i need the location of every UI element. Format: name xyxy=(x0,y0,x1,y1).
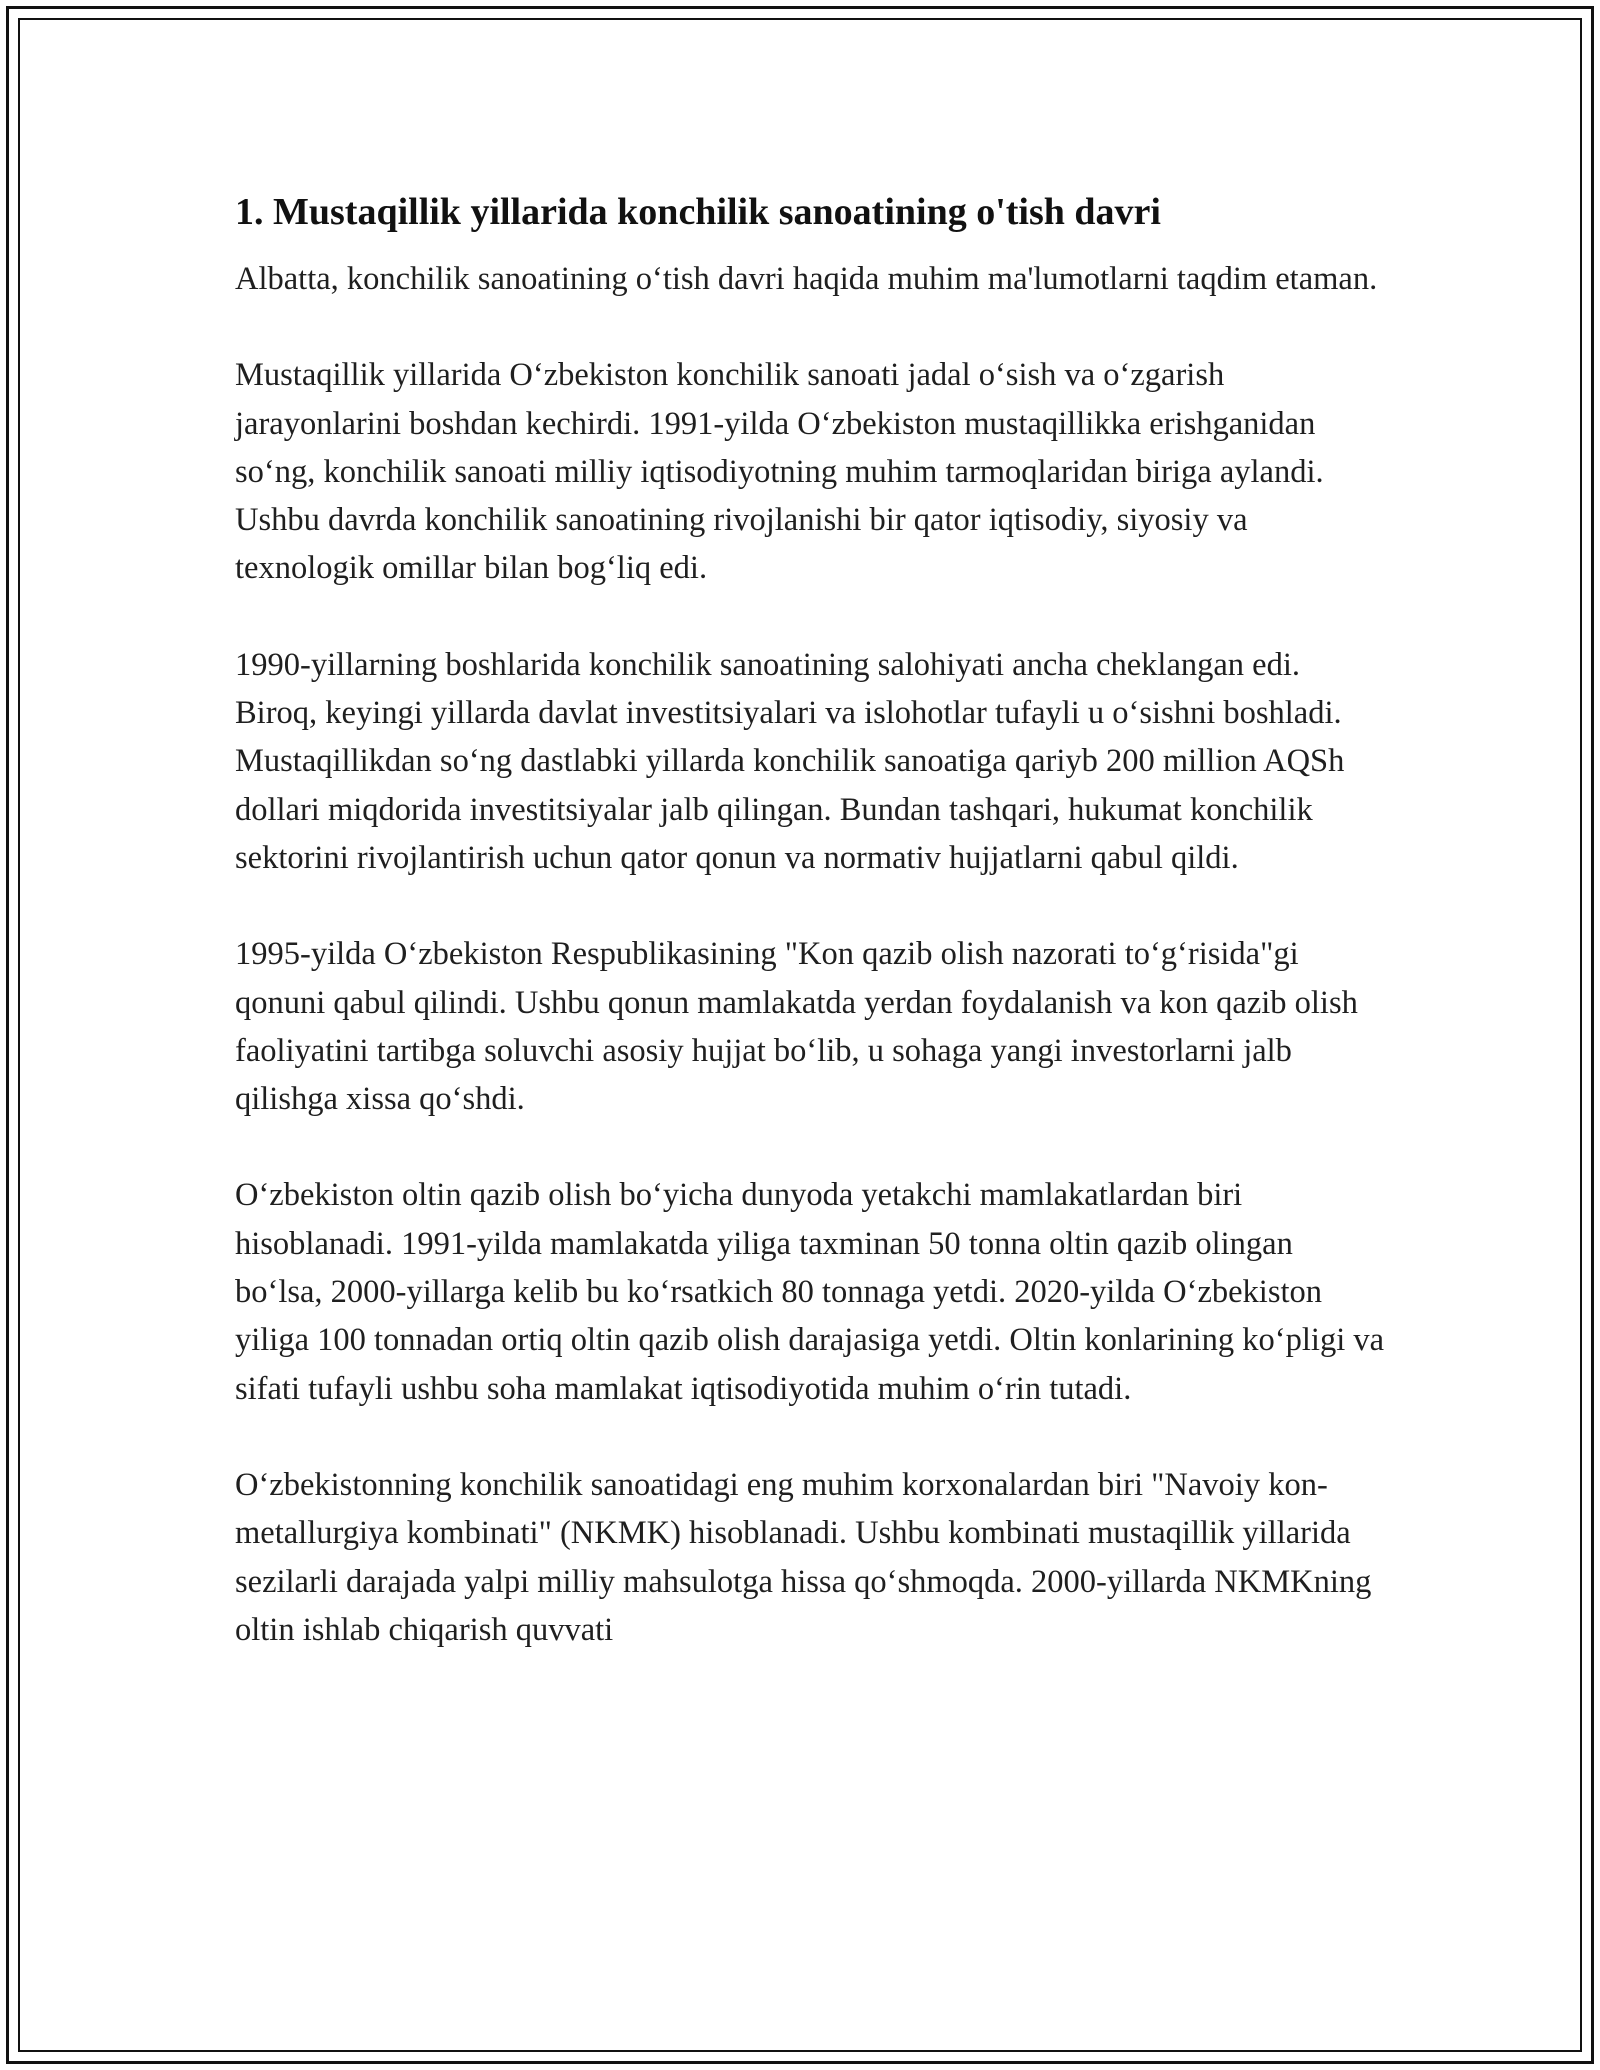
paragraph-gold: O‘zbekiston oltin qazib olish bo‘yicha dunyoda yetakchi mamlakatlardan biri hisoblanadi. 1991-yilda mamlakatda yiliga taxminan 50 tonna oltin qazib olingan bo‘lsa, 2000-yillarga kelib bu ko‘rsatkich 80 tonnaga yetdi. 2020-yilda O‘zbekiston yiliga 100 tonnadan ortiq oltin qazib olish darajasiga yetdi. Oltin konlarining ko‘pligi va sifati tufayli ushbu soha mamlakat iqtisodiyotida muhim o‘rin tutadi. xyxy=(235,1177,1385,1407)
document-body xyxy=(235,187,1385,1702)
paragraph-intro: Albatta, konchilik sanoatining o‘tish davri haqida muhim ma'lumotlarni taqdim etaman. xyxy=(235,261,1378,297)
paragraph-nkmk: O‘zbekistonning konchilik sanoatidagi eng muhim korxonalardan biri "Navoiy kon-metallurgiya kombinati" (NKMK) hisoblanadi. Ushbu kombinati mustaqillik yillarida sezilarli darajada yalpi milliy mahsulotga hissa qo‘shmoqda. 2000-yillarda NKMKning oltin ishlab chiqarish quvvati xyxy=(235,1466,1372,1648)
paragraph-independence: Mustaqillik yillarida O‘zbekiston konchilik sanoati jadal o‘sish va o‘zgarish jarayonlarini boshdan kechirdi. 1991-yilda O‘zbekiston mustaqillikka erishganidan so‘ng, konchilik sanoati milliy iqtisodiyotning muhim tarmoqlaridan biriga aylandi. Ushbu davrda konchilik sanoatining rivojlanishi bir qator iqtisodiy, siyosiy va texnologik omillar bilan bog‘liq edi. xyxy=(235,357,1324,587)
paragraph-1990s: 1990-yillarning boshlarida konchilik sanoatining salohiyati ancha cheklangan edi. Biroq, keyingi yillarda davlat investitsiyalari va islohotlar tufayli u o‘sishni boshladi. Mustaqillikdan so‘ng dastlabki yillarda konchilik sanoatiga qariyb 200 million AQSh dollari miqdorida investitsiyalar jalb qilingan. Bundan tashqari, hukumat konchilik sektorini rivojlantirish uchun qator qonun va normativ hujjatlarni qabul qildi. xyxy=(235,646,1345,876)
section-heading: 1. Mustaqillik yillarida konchilik sanoatining o'tish davri xyxy=(235,191,1161,233)
paragraph-1995-law: 1995-yilda O‘zbekiston Respublikasining "Kon qazib olish nazorati to‘g‘risida"gi qonuni qabul qilindi. Ushbu qonun mamlakatda yerdan foydalanish va kon qazib olish faoliyatini tartibga soluvchi asosiy hujjat bo‘lib, u sohaga yangi investorlarni jalb qilishga xissa qo‘shdi. xyxy=(235,936,1358,1118)
